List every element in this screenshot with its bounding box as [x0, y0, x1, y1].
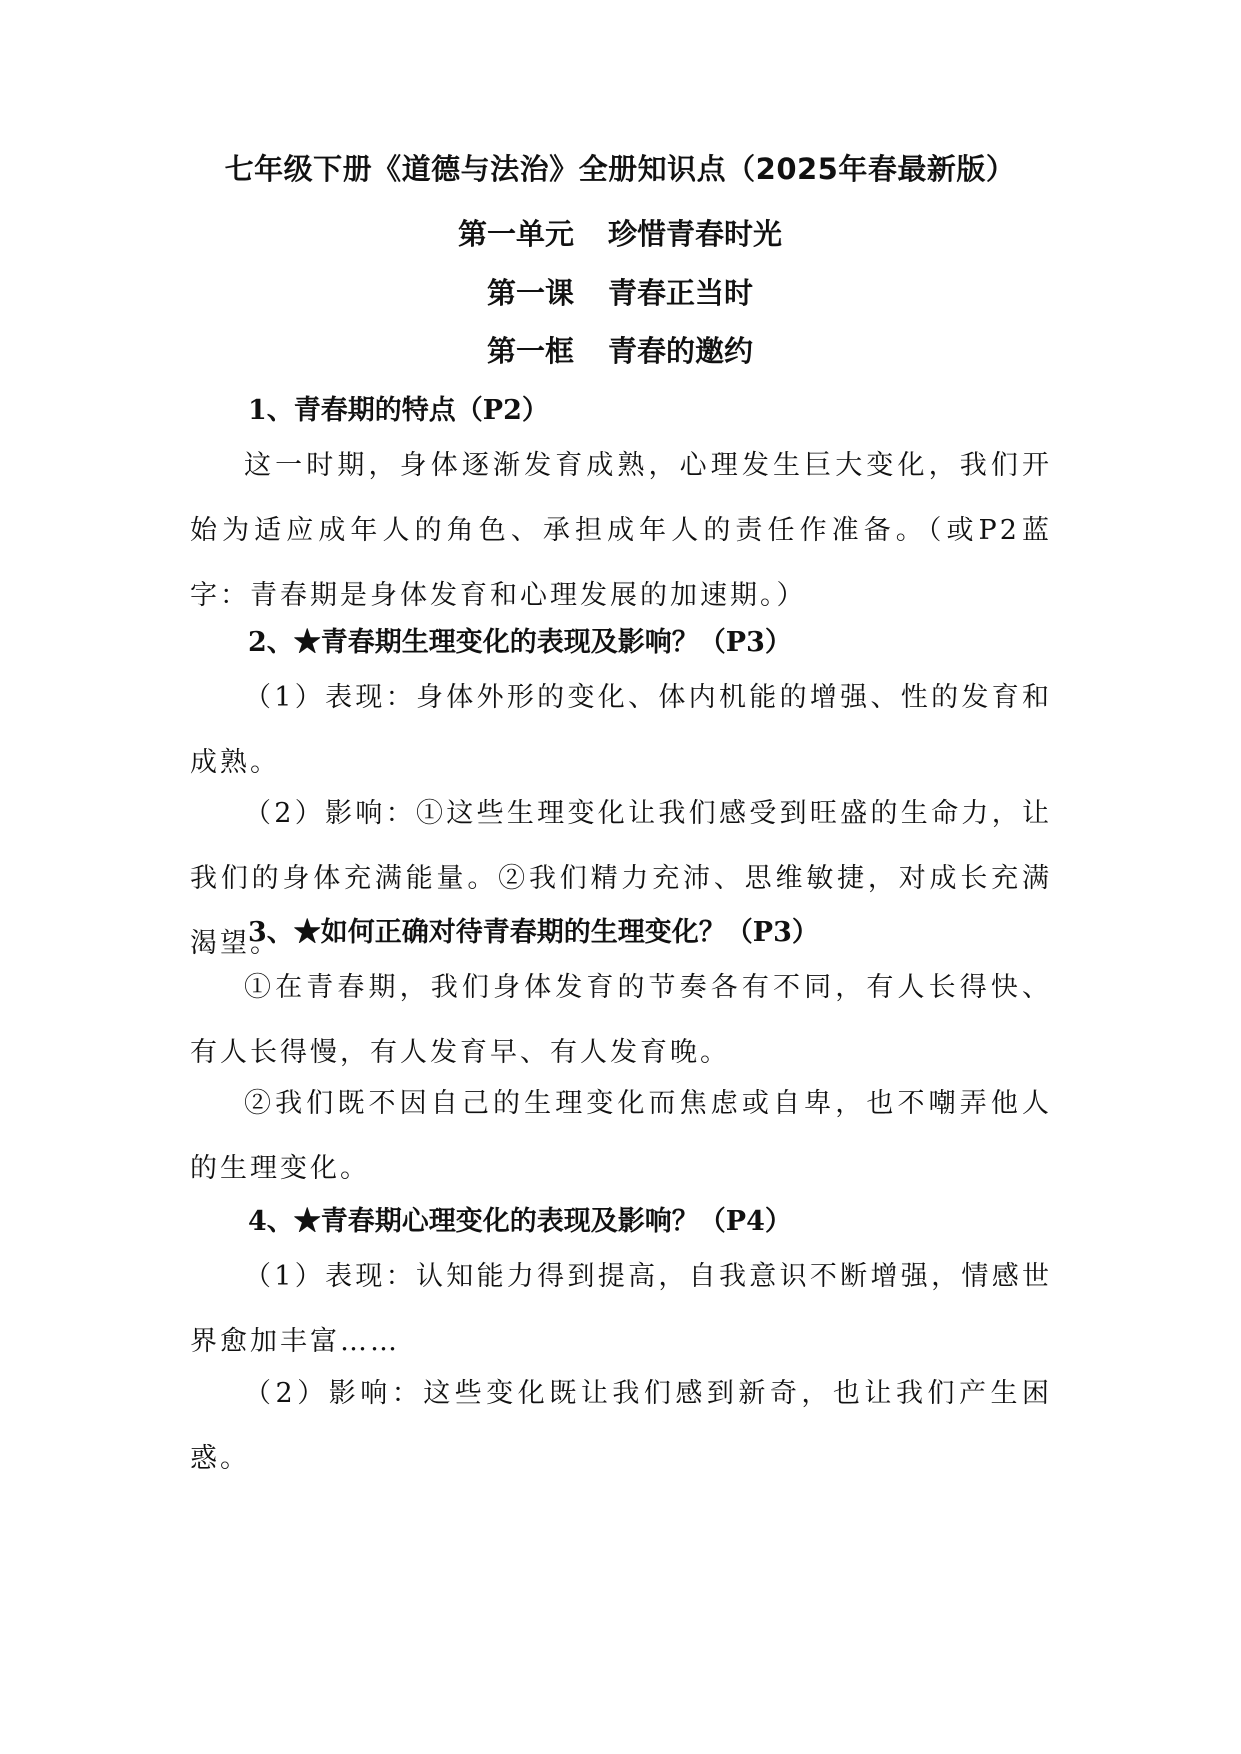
paragraph: （1）表现：认知能力得到提高，自我意识不断增强，情感世界愈加丰富……: [190, 1261, 1052, 1357]
paragraph: （2）影响：这些变化既让我们感到新奇，也让我们产生困惑。: [190, 1378, 1052, 1474]
section-heading: 3、★如何正确对待青春期的生理变化？（P3）: [248, 917, 819, 948]
paragraph: （2）影响：①这些生理变化让我们感受到旺盛的生命力，让我们的身体充满能量。②我们精力充沛、思维敏捷，对成长充满渴望。: [190, 798, 1052, 959]
paragraph: ②我们既不因自己的生理变化而焦虑或自卑，也不嘲弄他人的生理变化。: [190, 1088, 1052, 1184]
paragraph: （1）表现：身体外形的变化、体内机能的增强、性的发育和成熟。: [190, 682, 1052, 778]
document-title: 七年级下册《道德与法治》全册知识点（2025年春最新版）: [224, 152, 1016, 186]
lesson-label: 第一课: [486, 276, 574, 310]
frame-heading: [190, 329, 1050, 370]
frame-label: 第一框: [486, 334, 574, 368]
lesson-name: 青春正当时: [608, 276, 754, 310]
unit-label: 第一单元: [457, 217, 574, 251]
paragraph: 这一时期，身体逐渐发育成熟，心理发生巨大变化，我们开始为适应成年人的角色、承担成年人的责任作准备。（或P2蓝字：青春期是身体发育和心理发展的加速期。）: [190, 450, 1052, 611]
paragraph: ①在青春期，我们身体发育的节奏各有不同，有人长得快、有人长得慢，有人发育早、有人发育晚。: [190, 972, 1052, 1068]
unit-heading: [190, 212, 1050, 253]
section-heading: 2、★青春期生理变化的表现及影响？（P3）: [248, 627, 792, 658]
unit-name: 珍惜青春时光: [608, 217, 783, 251]
lesson-heading: [190, 271, 1050, 312]
frame-name: 青春的邀约: [608, 334, 754, 368]
section-heading: 4、★青春期心理变化的表现及影响？（P4）: [248, 1206, 792, 1237]
section-heading: 1、青春期的特点（P2）: [248, 395, 549, 426]
